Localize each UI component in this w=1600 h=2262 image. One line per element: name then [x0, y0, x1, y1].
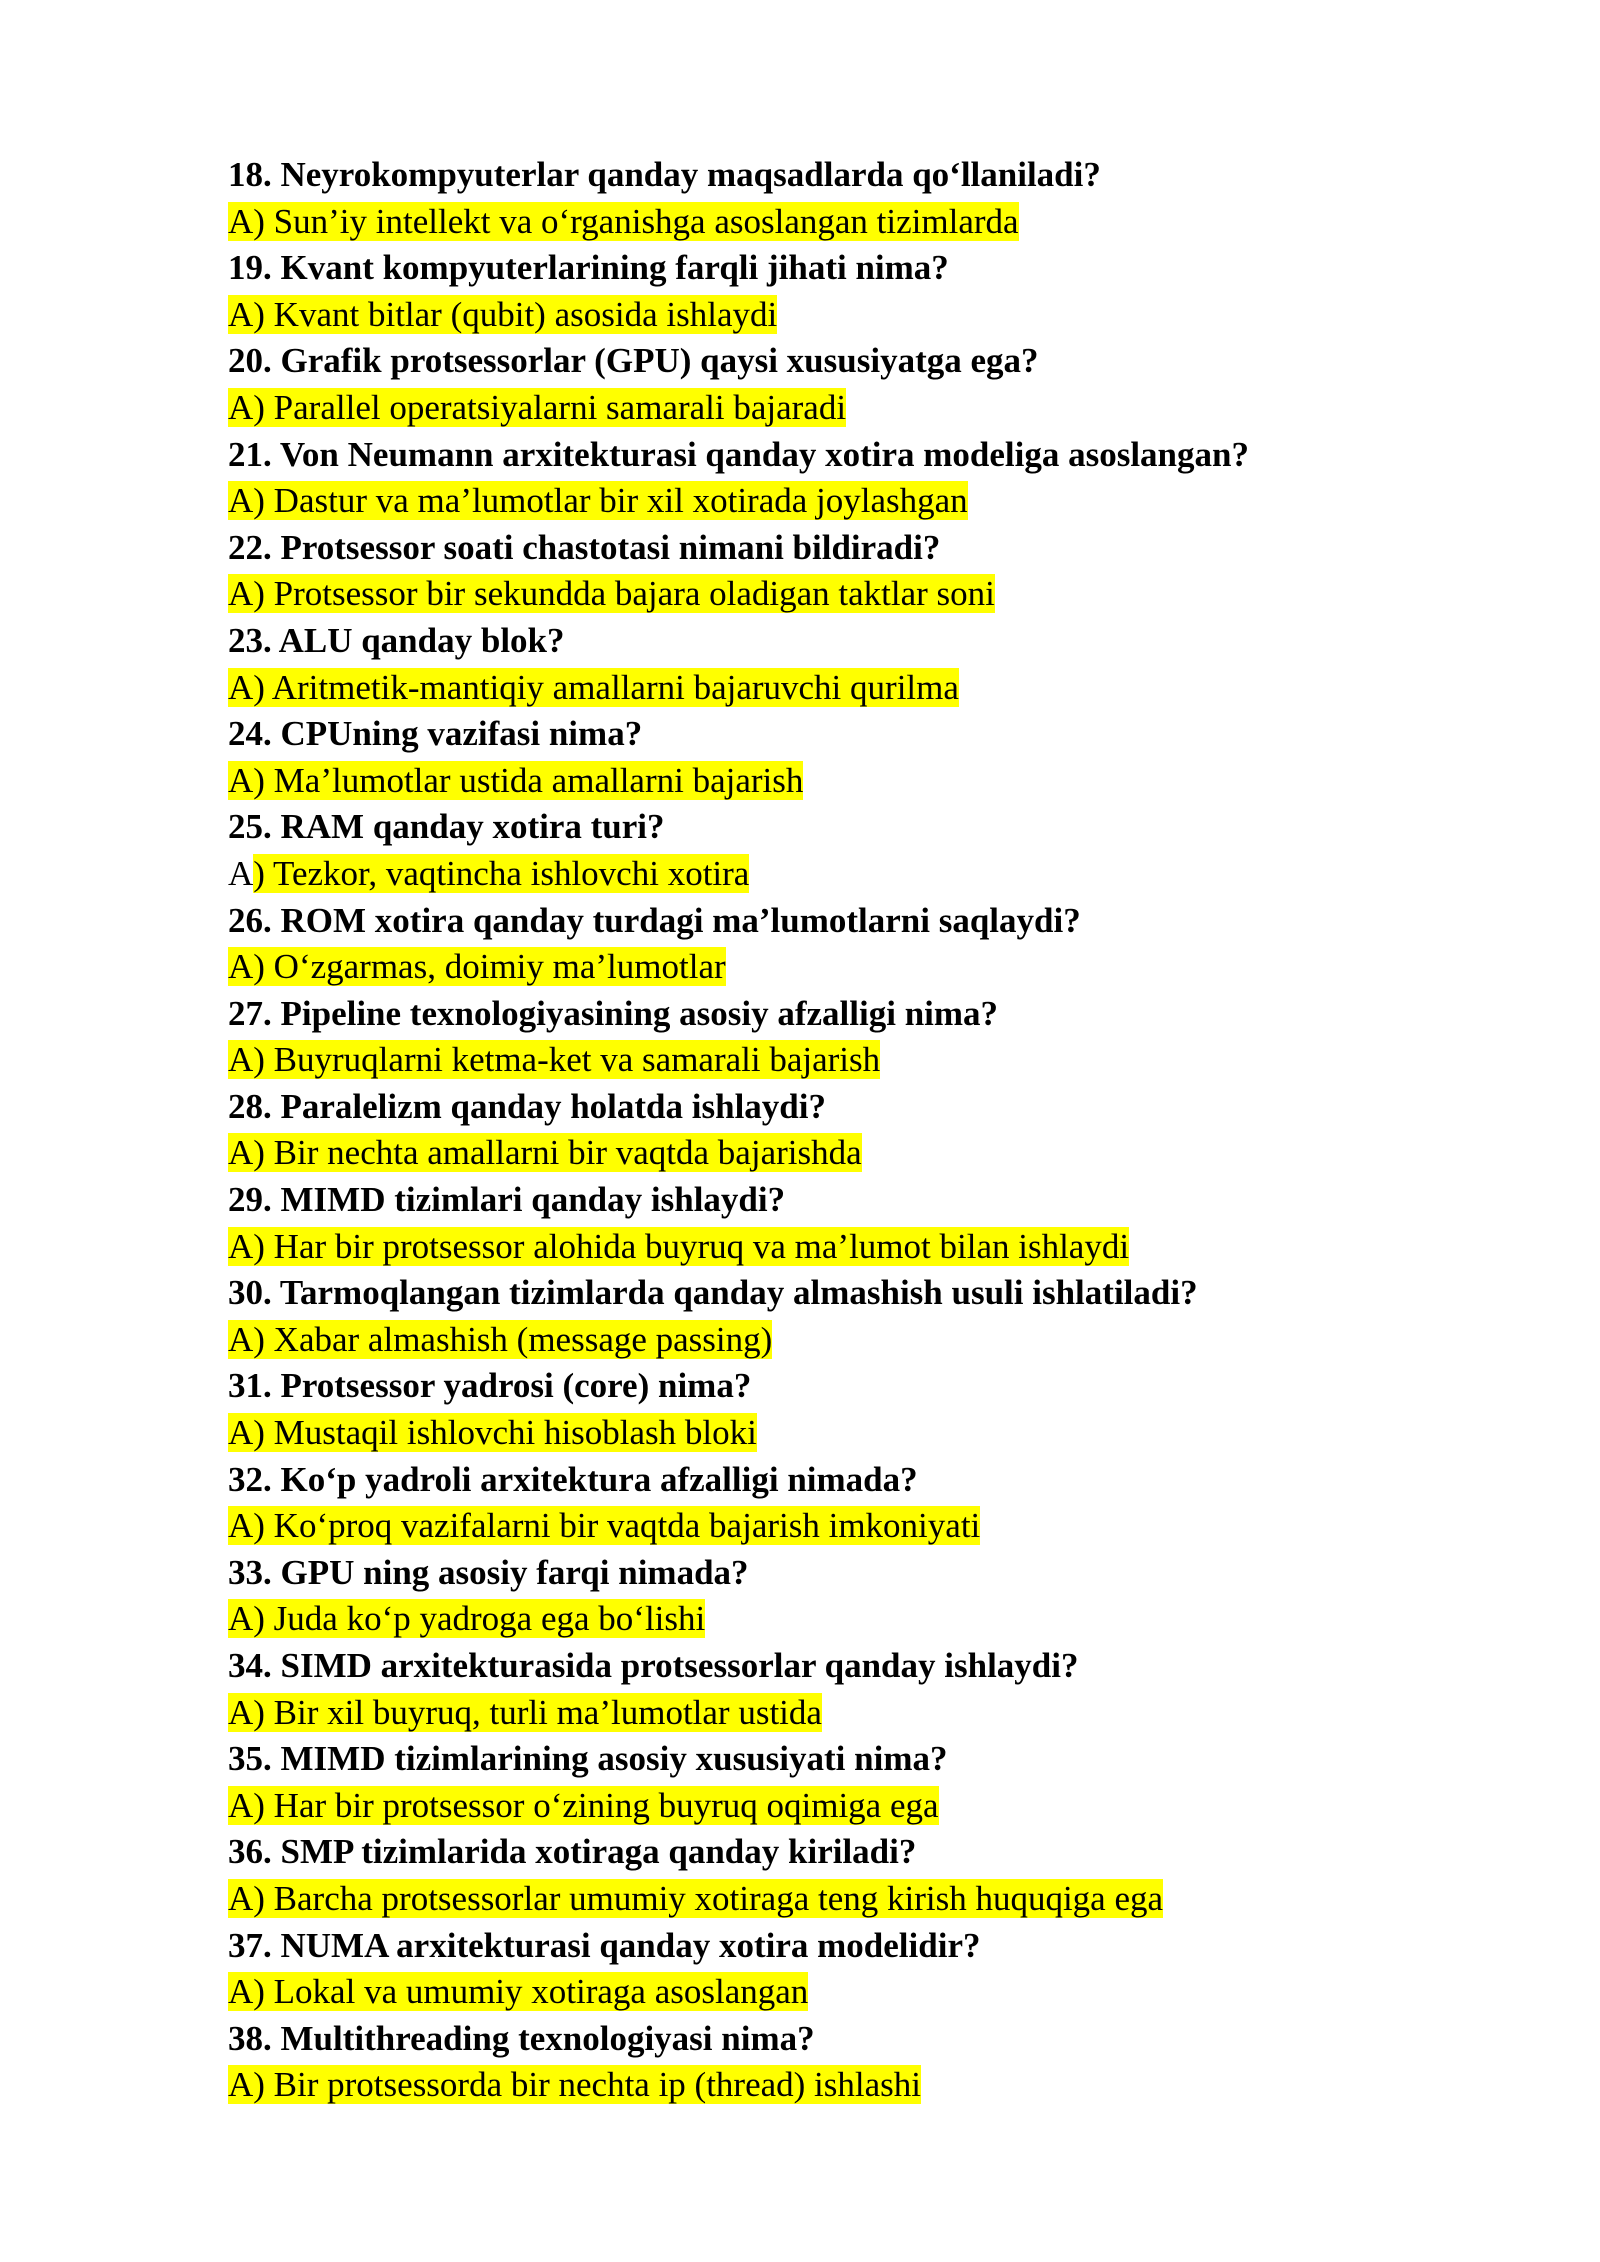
- qa-item: [228, 338, 1428, 431]
- qa-item: [228, 2016, 1428, 2109]
- highlighted-answer: A) Lokal va umumiy xotiraga asoslangan: [228, 1972, 809, 2012]
- highlighted-answer: A) Parallel operatsiyalarni samarali bajaradi: [228, 387, 847, 427]
- question-text: 37. NUMA arxitekturasi qanday xotira modelidir?: [228, 1925, 981, 1965]
- question-text: 38. Multithreading texnologiyasi nima?: [228, 2018, 815, 2058]
- question-text: 19. Kvant kompyuterlarining farqli jihati nima?: [228, 248, 949, 288]
- qa-item: [228, 1363, 1428, 1456]
- answer-line: [228, 1876, 1428, 1923]
- highlighted-answer: A) Aritmetik-mantiqiy amallarni bajaruvchi qurilma: [228, 667, 959, 707]
- answer-line: [228, 758, 1428, 805]
- question-text: 34. SIMD arxitekturasida protsessorlar qanday ishlaydi?: [228, 1646, 1079, 1685]
- answer-line: [228, 478, 1428, 525]
- answer-line: [228, 665, 1428, 712]
- question-text: 35. MIMD tizimlarining asosiy xususiyati nima?: [228, 1739, 948, 1779]
- question-text: 28. Paralelizm qanday holatda ishlaydi?: [228, 1086, 826, 1126]
- highlighted-answer: ) Tezkor, vaqtincha ishlovchi xotira: [253, 853, 750, 893]
- highlighted-answer: A) Bir nechta amallarni bir vaqtda bajarishda: [228, 1133, 862, 1173]
- highlighted-answer: A) Mustaqil ishlovchi hisoblash bloki: [228, 1413, 757, 1453]
- answer-line: [228, 1969, 1428, 2016]
- qa-item: [228, 1177, 1428, 1270]
- highlighted-answer: A) Har bir protsessor o‘zining buyruq oqimiga ega: [228, 1785, 939, 1825]
- question-text: 32. Ko‘p yadroli arxitektura afzalligi nimada?: [228, 1459, 918, 1499]
- question-text: 22. Protsessor soati chastotasi nimani bildiradi?: [228, 527, 941, 567]
- answer-line: [228, 571, 1428, 618]
- highlighted-answer: A) Ko‘proq vazifalarni bir vaqtda bajarish imkoniyati: [228, 1506, 981, 1546]
- qa-item: [228, 1736, 1428, 1829]
- highlighted-answer: A) Bir xil buyruq, turli ma’lumotlar ustida: [228, 1692, 822, 1732]
- question-text: 36. SMP tizimlarida xotiraga qanday kiriladi?: [228, 1832, 917, 1872]
- answer-line: [228, 1130, 1428, 1177]
- highlighted-answer: A) Protsessor bir sekundda bajara oladigan taktlar soni: [228, 574, 995, 614]
- answer-line: [228, 944, 1428, 991]
- answer-line: [228, 1410, 1428, 1457]
- qa-item: [228, 432, 1428, 525]
- highlighted-answer: A) Ma’lumotlar ustida amallarni bajarish: [228, 760, 804, 800]
- answer-line: [228, 1503, 1428, 1550]
- qa-item: [228, 1270, 1428, 1363]
- question-text: 29. MIMD tizimlari qanday ishlaydi?: [228, 1180, 786, 1220]
- answer-line: [228, 1783, 1428, 1830]
- question-text: 31. Protsessor yadrosi (core) nima?: [228, 1366, 752, 1406]
- qa-item: [228, 1084, 1428, 1177]
- qa-item: [228, 1457, 1428, 1550]
- answer-line: [228, 1037, 1428, 1084]
- question-text: 24. CPUning vazifasi nima?: [228, 714, 643, 754]
- highlighted-answer: A) Barcha protsessorlar umumiy xotiraga teng kirish huquqiga ega: [228, 1878, 1164, 1918]
- answer-line: [228, 851, 1428, 898]
- question-text: 33. GPU ning asosiy farqi nimada?: [228, 1552, 749, 1592]
- qa-item: [228, 245, 1428, 338]
- highlighted-answer: A) Buyruqlarni ketma-ket va samarali bajarish: [228, 1040, 881, 1080]
- answer-line: [228, 2062, 1428, 2109]
- qa-item: [228, 1550, 1428, 1643]
- answer-line: [228, 1596, 1428, 1643]
- answer-line: [228, 199, 1428, 246]
- question-text: 25. RAM qanday xotira turi?: [228, 807, 665, 847]
- highlighted-answer: A) Har bir protsessor alohida buyruq va ma’lumot bilan ishlaydi: [228, 1226, 1130, 1266]
- highlighted-answer: A) Dastur va ma’lumotlar bir xil xotirada joylashgan: [228, 481, 968, 521]
- qa-list: [228, 152, 1428, 2109]
- highlighted-answer: A) Juda ko‘p yadroga ega bo‘lishi: [228, 1599, 706, 1639]
- highlighted-answer: A) Kvant bitlar (qubit) asosida ishlaydi: [228, 294, 778, 334]
- qa-item: [228, 618, 1428, 711]
- answer-line: [228, 1690, 1428, 1737]
- qa-item: [228, 525, 1428, 618]
- answer-line: [228, 1224, 1428, 1271]
- question-text: 26. ROM xotira qanday turdagi ma’lumotlarni saqlaydi?: [228, 900, 1081, 940]
- answer-prefix: A: [228, 853, 254, 893]
- qa-item: [228, 1643, 1428, 1736]
- highlighted-answer: A) Xabar almashish (message passing): [228, 1319, 773, 1359]
- qa-item: [228, 898, 1428, 991]
- qa-item: [228, 152, 1428, 245]
- question-text: 27. Pipeline texnologiyasining asosiy afzalligi nima?: [228, 993, 999, 1033]
- question-text: 18. Neyrokompyuterlar qanday maqsadlarda qo‘llaniladi?: [228, 155, 1101, 194]
- qa-item: [228, 804, 1428, 897]
- highlighted-answer: A) Sun’iy intellekt va o‘rganishga asoslangan tizimlarda: [228, 201, 1019, 241]
- answer-line: [228, 292, 1428, 339]
- qa-item: [228, 1923, 1428, 2016]
- answer-line: [228, 385, 1428, 432]
- question-text: 20. Grafik protsessorlar (GPU) qaysi xususiyatga ega?: [228, 341, 1039, 381]
- question-text: 21. Von Neumann arxitekturasi qanday xotira modeliga asoslangan?: [228, 434, 1249, 474]
- highlighted-answer: A) O‘zgarmas, doimiy ma’lumotlar: [228, 947, 726, 987]
- question-text: 30. Tarmoqlangan tizimlarda qanday almashish usuli ishlatiladi?: [228, 1273, 1198, 1313]
- answer-line: [228, 1317, 1428, 1364]
- question-text: 23. ALU qanday blok?: [228, 620, 565, 660]
- qa-item: [228, 991, 1428, 1084]
- highlighted-answer: A) Bir protsessorda bir nechta ip (thread) ishlashi: [228, 2065, 922, 2105]
- qa-item: [228, 711, 1428, 804]
- qa-item: [228, 1829, 1428, 1922]
